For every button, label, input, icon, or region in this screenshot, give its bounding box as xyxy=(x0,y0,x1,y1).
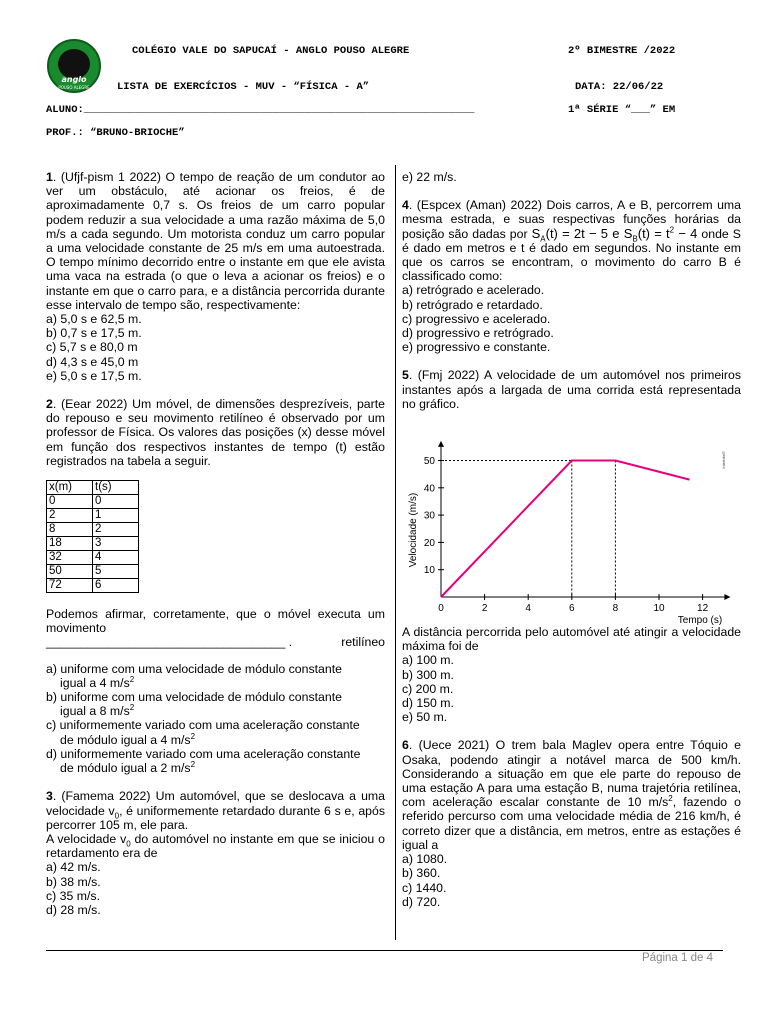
school-logo xyxy=(47,39,101,93)
q2-option-b: b) uniforme com uma velocidade de módulo constante igual a 8 $m/s^2$ xyxy=(46,690,342,719)
grade: 1ª SÉRIE “___” EM xyxy=(568,104,676,116)
q1-option-e: e) 5,0 s e 17,5 m. xyxy=(46,368,142,383)
x-tick-label: 8 xyxy=(612,603,619,614)
q2-option-a: a) uniforme com uma velocidade de módulo constante igual a 4 $m/s^2$ xyxy=(46,661,342,690)
q5-option-e: e) 50 m. xyxy=(402,710,448,725)
chart-ticks xyxy=(424,456,709,614)
bimester: 2º BIMESTRE /2022 xyxy=(568,45,676,57)
q2-option-c: c) uniformemente variado com uma aceleração constante de módulo igual a 4 $m/s^2$ xyxy=(46,718,360,747)
column-divider xyxy=(395,165,396,940)
q6-option-b: b) 360. xyxy=(402,866,441,881)
q1-option-a: a) 5,0 s e 62,5 m. xyxy=(46,312,142,327)
question-3: 3. (Famema 2022) Um automóvel, que se deslocava a uma velocidade $v_0$, é uniformemente retardado durante 6 s e, após percorrer 105 m, ele para. xyxy=(46,789,385,832)
q4-option-b: b) retrógrado e retardado. xyxy=(402,297,543,312)
x-tick-label: 4 xyxy=(525,603,531,614)
q4-option-a: a) retrógrado e acelerado. xyxy=(402,283,545,298)
q3-option-d: d) 28 m/s. xyxy=(46,902,101,917)
q5-question: A distância percorrida pelo automóvel até atingir a velocidade máxima foi de xyxy=(402,625,741,654)
q6-option-d: d) 720. xyxy=(402,894,441,909)
teacher: PROF.: “BRUNO-BRIOCHE” xyxy=(46,127,185,139)
y-tick-label: 10 xyxy=(423,565,435,577)
chart-axes xyxy=(438,441,730,600)
q5-option-c: c) 200 m. xyxy=(402,681,454,696)
chart-watermark: Interbits® xyxy=(721,451,726,469)
logo-subtext: POUSO ALEGRE xyxy=(58,85,90,90)
question-4: 4. (Espcex (Aman) 2022) Dois carros, A e B, percorrem uma mesma estrada, e suas respectivas funções horárias da posição são dadas por $S_A(t) = 2t - 5$ e $S_B(t) = t^2 - 4$ onde S é dado em metros e t é dado em segundos. No instante em que os carros se encontram, o movimento do carro B é classificado como: xyxy=(402,198,741,284)
chart-x-label: Tempo (s) xyxy=(677,615,723,626)
x-tick-label: 2 xyxy=(481,603,488,614)
student-field: ALUNO:______________________________________________________________ xyxy=(46,104,475,116)
y-tick-label: 50 xyxy=(423,456,435,467)
q1-option-b: b) 0,7 s e 17,5 m. xyxy=(46,326,142,341)
x-axis-arrow xyxy=(724,594,730,600)
x-tick-label: 12 xyxy=(697,603,709,614)
q2-option-d: d) uniformemente variado com uma aceleração constante de módulo igual a 2 $m/s^2$ xyxy=(46,746,361,776)
q2-statement-blank: ___________________________________ . retilíneo xyxy=(46,635,385,650)
date: DATA: 22/06/22 xyxy=(575,81,664,93)
q5-option-a: a) 100 m. xyxy=(402,653,454,668)
q2-statement: Podemos afirmar, corretamente, que o móvel executa um movimento xyxy=(46,607,385,636)
x-tick-label: 10 xyxy=(653,603,665,614)
q1-option-d: d) 4,3 s e 45,0 m xyxy=(46,354,139,369)
q5-option-d: d) 150 m. xyxy=(402,696,454,711)
x-tick-label: 6 xyxy=(569,603,575,614)
left-column xyxy=(46,170,385,917)
y-axis-arrow xyxy=(438,441,444,447)
q4-option-e: e) progressivo e constante. xyxy=(402,340,551,355)
q6-option-c: c) 1440. xyxy=(402,880,447,895)
q3-option-e: e) 22 m/s. xyxy=(402,170,457,184)
question-3-cont: A velocidade $v_0$ do automóvel no instante em que se iniciou o retardamento era de xyxy=(46,831,385,861)
position-time-table: x(m) t(s) 0 0 2 1 8 2 18 3 32 4 50 5 72 6 xyxy=(46,480,139,593)
footer-rule xyxy=(46,950,723,951)
q4-option-c: c) progressivo e acelerado. xyxy=(402,311,551,326)
x-tick-label: 0 xyxy=(438,603,444,614)
q5-option-b: b) 300 m. xyxy=(402,667,454,682)
q4-option-d: d) progressivo e retrógrado. xyxy=(402,326,554,341)
velocity-series-line xyxy=(441,461,690,598)
y-tick-label: 20 xyxy=(423,537,435,549)
logo-text: anglo xyxy=(61,75,87,84)
chart-y-label: Velocidade (m/s) xyxy=(408,492,419,568)
chart-guide-lines xyxy=(441,461,615,598)
q6-option-a: a) 1080. xyxy=(402,852,448,867)
question-5: 5. (Fmj 2022) A velocidade de um automóvel nos primeiros instantes após a largada de uma corrida está representada no gráfico. xyxy=(402,368,741,411)
chart-series xyxy=(441,461,690,598)
page-number: Página 1 de 4 xyxy=(642,952,713,964)
y-tick-label: 40 xyxy=(423,483,435,495)
school-name: COLÉGIO VALE DO SAPUCAÍ - ANGLO POUSO ALEGRE xyxy=(132,45,410,57)
q1-option-c: c) 5,7 s e 80,0 m xyxy=(46,340,138,355)
q3-option-b: b) 38 m/s. xyxy=(46,874,101,889)
question-6: 6. (Uece 2021) O trem bala Maglev opera entre Tóquio e Osaka, podendo atingir a notável marca de 500 km/h. Considerando a situação em que ele parte do repouso de uma estação A para uma estação B, numa trajetória retilínea, com aceleração escalar constante de 10 $m/s^2$, fazendo o referido percurso com uma velocidade média de 216 km/h, é correto dizer que a distância, em metros, entre as estações é igual a xyxy=(402,738,741,852)
y-tick-label: 30 xyxy=(423,510,435,522)
list-title: LISTA DE EXERCÍCIOS - MUV - “FÍSICA - A” xyxy=(117,81,370,93)
question-1: 1. (Ufjf-pism 1 2022) O tempo de reação de um condutor ao ver um obstáculo, até acionar os freios, é de aproximadamente 0,7 s. Os freios de um carro popular podem reduzir a sua velocidade a uma razão máxima de 5,0 m/s a cada segundo. Um motorista conduz um carro popular a uma velocidade constante de 25 m/s em uma autoestrada. O tempo mínimo decorrido entre o instante em que ele avista uma vaca na estrada (o que o leva a acionar os freios) e o instante em que o carro para, e a distância percorrida durante esse intervalo de tempo são, respectivamente: xyxy=(46,170,385,312)
question-2: 2. (Eear 2022) Um móvel, de dimensões desprezíveis, parte do repouso e seu movimento retilíneo é observado por um professor de Física. Os valores das posições (x) desse móvel em função dos respectivos instantes de tempo (t) estão registrados na tabela a seguir. xyxy=(46,397,385,468)
q3-option-c: c) 35 m/s. xyxy=(46,888,100,903)
q3-option-a: a) 42 m/s. xyxy=(46,860,101,875)
velocity-time-chart xyxy=(400,438,740,630)
